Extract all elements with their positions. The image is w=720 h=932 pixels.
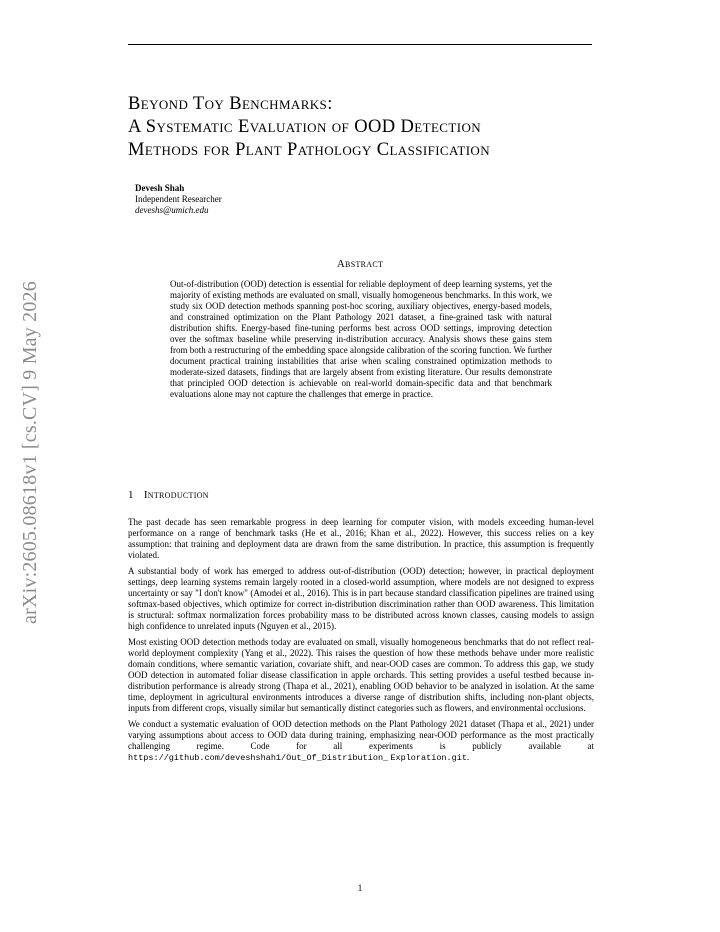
section-number: 1 [128, 489, 134, 501]
author-email: deveshs@umich.edu [135, 205, 209, 215]
arxiv-identifier [18, 262, 42, 642]
paragraph: Most existing OOD detection methods today are evaluated on small, visually homogeneous benchmarks that do not reflect real-world deployment complexity (Yang et al., 2022). This raises the question of how these methods behave under more realistic domain conditions, where semantic variation, covariate shift, and near-OOD cases are common. To address this gap, we study OOD detection in automated foliar disease classification in apple orchards. This setting provides a useful testbed because in-distribution performance is already strong (Thapa et al., 2021), enabling OOD behavior to be analyzed in isolation. At the same time, deployment in agricultural environments introduces a diverse range of distribution shifts, including non-plant objects, inputs from different crops, visually similar but semantically distinct categories such as flowers, and environmental occlusions. [128, 637, 594, 713]
section-heading-introduction [128, 489, 209, 501]
author-block [135, 183, 222, 216]
paragraph: The past decade has seen remarkable progress in deep learning for computer vision, with models exceeding human-level performance on a range of benchmark tasks (He et al., 2016; Khan et al., 2022). However, this success relies on a key assumption: that training and deployment data are drawn from the same distribution. In practice, this assumption is frequently violated. [128, 517, 594, 560]
arxiv-identifier-text: arXiv:2605.08618v1 [cs.CV] 9 May 2026 [18, 280, 41, 624]
page-number: 1 [357, 883, 363, 893]
code-url-part-2[interactable]: Exploration.git [390, 753, 467, 763]
code-url-part-1[interactable]: https://github.com/deveshshah1/Out_Of_Distribution_ [128, 753, 389, 763]
abstract-heading: Abstract [336, 258, 384, 270]
abstract-text: Out-of-distribution (OOD) detection is essential for reliable deployment of deep learning systems, yet the majority of existing methods are evaluated on small, visually homogeneous benchmarks. In this work, we study six OOD detection methods spanning post-hoc scoring, auxiliary objectives, energy-based models, and constrained optimization on the Plant Pathology 2021 dataset, a fine-grained task with natural distribution shifts. Energy-based fine-tuning performs best across OOD settings, improving detection over the softmax baseline while preserving in-distribution accuracy. Analysis shows these gains stem from both a restructuring of the embedding space alongside calibration of the scoring function. We further document practical training instabilities that arise when scaling constrained optimization methods to moderate-sized datasets, findings that are largely absent from existing literature. Our results demonstrate that principled OOD detection is achievable on real-world domain-specific data and that benchmark evaluations alone may not capture the challenges that emerge in practice. [170, 279, 552, 399]
paper-title [128, 93, 598, 162]
title-line-2: A Systematic Evaluation of OOD Detection [128, 117, 482, 137]
author-affiliation: Independent Researcher [135, 194, 222, 204]
section-title: Introduction [143, 489, 209, 501]
paragraph: A substantial body of work has emerged to address out-of-distribution (OOD) detection; however, in practical deployment settings, deep learning systems remain largely rooted in a closed-world assumption, where models are not designed to express uncertainty or say "I don't know" (Amodei et al., 2016). This is in part because standard classification pipelines are trained using softmax-based objectives, which optimize for correct in-distribution discrimination rather than OOD awareness. This limitation is structural: softmax normalization forces probability mass to be distributed across known classes, causing models to assign high confidence to unrelated inputs (Nguyen et al., 2015). [128, 566, 594, 631]
paragraph-last-text: We conduct a systematic evaluation of OOD detection methods on the Plant Pathology 2021 dataset (Thapa et al., 2021) under varying assumptions about access to OOD data during training, emphasizing near-OOD performance as the most practically challenging regime. Code for all experiments is publicly available at [128, 719, 594, 751]
title-line-1: Beyond Toy Benchmarks: [128, 94, 333, 114]
title-line-3: Methods for Plant Pathology Classification [128, 140, 491, 160]
top-rule [128, 44, 592, 45]
paragraph-last [128, 719, 594, 764]
paragraph-last-end: . [466, 752, 470, 762]
author-name: Devesh Shah [135, 183, 185, 193]
introduction-body [128, 517, 594, 769]
